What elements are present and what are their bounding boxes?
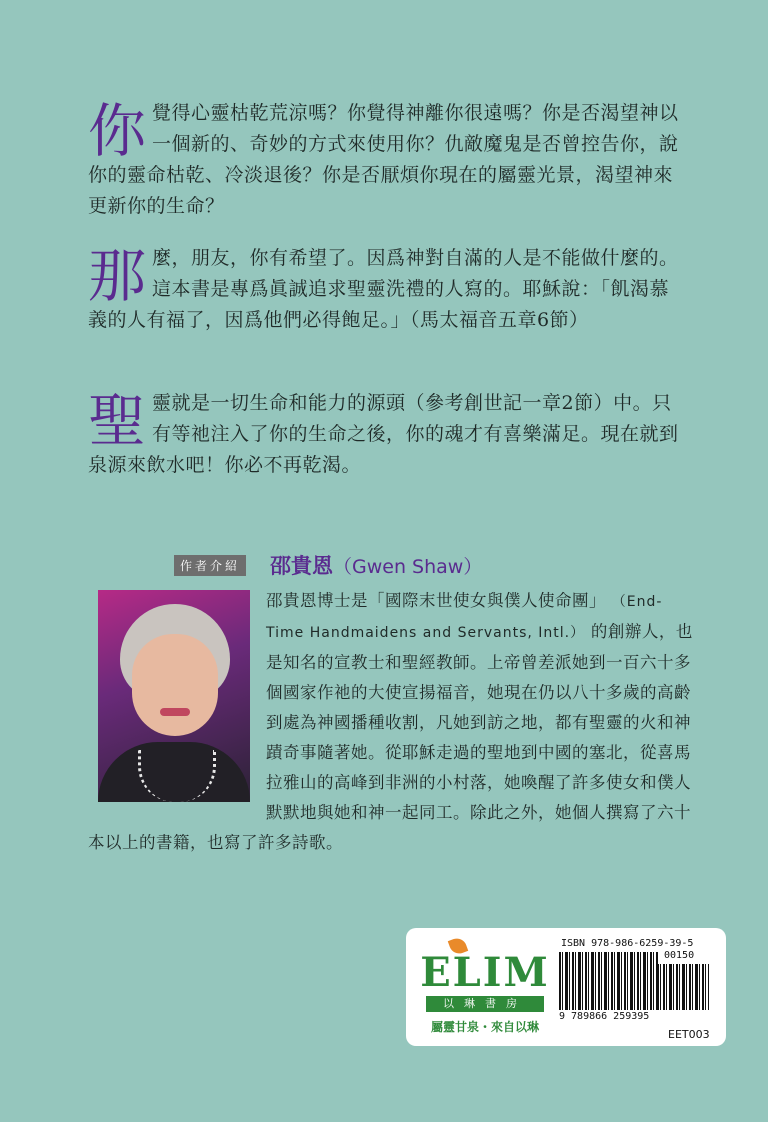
isbn-text: ISBN 978-986-6259-39-5 <box>561 938 694 949</box>
logo-strip-text: 以琳書房 <box>426 996 544 1012</box>
publisher-slogan: 屬靈甘泉・來自以琳 <box>430 1020 539 1034</box>
author-intro-tag: 作者介紹 <box>174 555 246 576</box>
author-name <box>270 550 482 580</box>
paragraph-3-text: 靈就是一切生命和能力的源頭（參考創世記一章2節）中。只有等祂注入了你的生命之後，你的魂才有喜樂滿足。現在就到泉源來飲水吧！你必不再乾渴。 <box>88 392 679 476</box>
paragraph-2-text: 麼，朋友，你有希望了。因爲神對自滿的人是不能做什麼的。這本書是專爲眞誠追求聖靈洗禮的人寫的。耶穌說：「飢渴慕義的人有福了，因爲他們必得飽足。」（馬太福音五章6節） <box>88 247 679 331</box>
barcode-digits: 9 789866 259395 <box>559 1011 650 1022</box>
product-code: EET003 <box>668 1028 710 1041</box>
drop-cap-2: 那 <box>88 242 147 310</box>
intro-paragraph-3 <box>88 388 688 481</box>
intro-paragraph-2 <box>88 243 688 336</box>
price-code: 00150 <box>664 950 695 961</box>
author-bio <box>88 586 698 858</box>
publisher-logo <box>420 938 550 1038</box>
logo-wordmark: ELIM <box>420 949 550 996</box>
intro-paragraph-1 <box>88 98 688 222</box>
publisher-barcode-panel <box>406 928 726 1046</box>
paragraph-1-text: 覺得心靈枯乾荒涼嗎？你覺得神離你很遠嗎？你是否渴望神以一個新的、奇妙的方式來使用你？仇敵魔鬼是否曾控告你，說你的靈命枯乾、冷淡退後？你是否厭煩你現在的屬靈光景，渴望神來更新你的生命？ <box>88 102 679 217</box>
drop-cap-1: 你 <box>88 97 147 165</box>
author-bio-body: 的創辦人，也是知名的宣教士和聖經教師。上帝曾差派她到一百六十多個國家作祂的大使宣揚福音，她現在仍以八十多歲的高齡到處為神國播種收割，凡她到訪之地，都有聖靈的火和神蹟奇事隨著她。從耶穌走過的聖地到中國的塞北，從喜馬拉雅山的高峰到非洲的小村落，她喚醒了許多使女和僕人默默地與她和神一起同工。除此之外，她個人撰寫了六十本以上的書籍，也寫了許多詩歌。 <box>88 622 693 852</box>
drop-cap-3: 聖 <box>88 387 147 455</box>
author-name-zh: 邵貴恩 <box>270 554 333 578</box>
author-bio-line-1: 邵貴恩博士是「國際末世使女與僕人使命團」 <box>266 591 606 610</box>
author-name-en: （Gwen Shaw） <box>333 556 483 578</box>
author-bio-english-org: （End-Time Handmaidens and Servants, Intl.） <box>266 594 663 641</box>
